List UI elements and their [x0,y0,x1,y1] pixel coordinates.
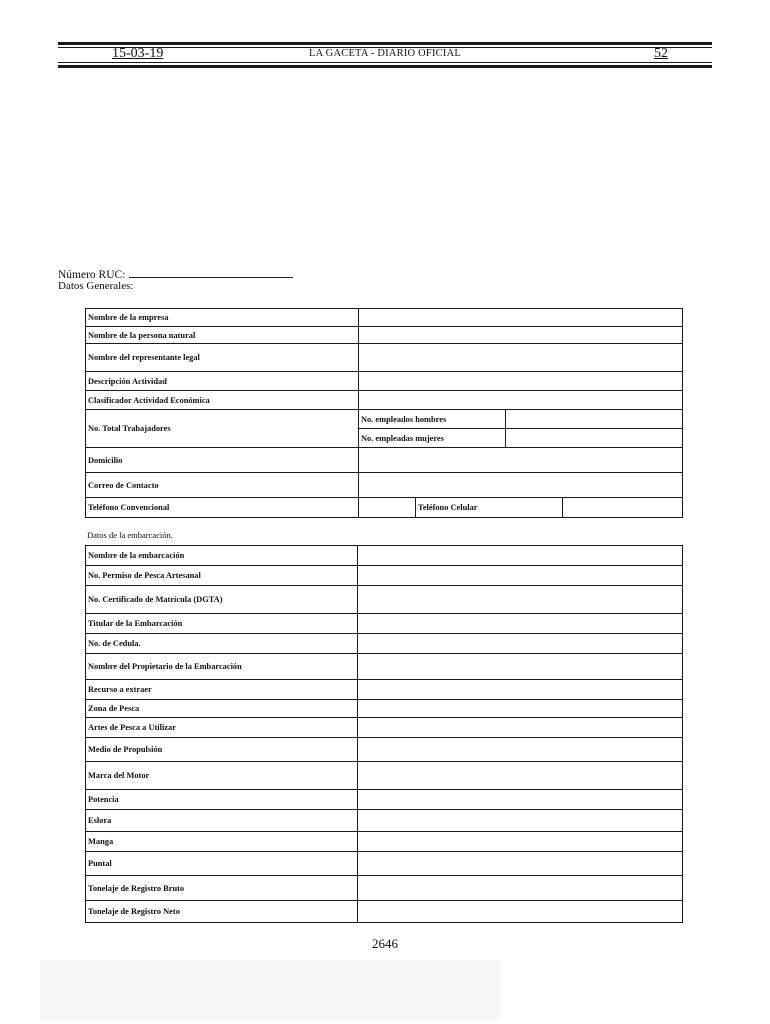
page-footer-number: 2646 [372,936,398,951]
vessel-field-label: No. de Cedula. [86,634,358,654]
vessel-field-value [358,654,683,680]
vessel-field-value [358,810,683,832]
form-row [86,654,683,680]
classifier-label: Clasificador Actividad Económica [86,391,359,410]
form-row [86,852,683,876]
email-value [359,473,683,498]
legal-rep-label: Nombre del representante legal [86,344,359,372]
female-employees-label: No. empleadas mujeres [359,429,506,448]
vessel-field-value [358,762,683,790]
activity-label: Descripción Actividad [86,372,359,391]
natural-person-value [359,327,683,344]
vessel-data-heading: Datos de la embarcación. [87,530,173,540]
vessel-field-value [358,614,683,634]
header-page-number: 52 [654,46,668,61]
female-employees-value [506,429,683,448]
form-row [86,586,683,614]
ruc-blank-line [129,267,293,278]
vessel-field-label: No. Permiso de Pesca Artesanal [86,566,358,586]
form-row [86,810,683,832]
vessel-field-label: Titular de la Embarcación [86,614,358,634]
vessel-field-value [358,700,683,718]
form-row [86,614,683,634]
scan-smudge [40,960,500,1020]
vessel-data-table [85,545,683,923]
form-row [86,473,683,498]
form-row [86,448,683,473]
form-row [86,546,683,566]
form-row [86,718,683,738]
mobile-value [563,498,683,518]
form-row [86,634,683,654]
form-row [86,876,683,901]
vessel-field-value [358,634,683,654]
form-row [86,327,683,344]
form-row [86,901,683,923]
activity-value [359,372,683,391]
form-row [86,566,683,586]
form-row [86,680,683,700]
vessel-field-label: Medio de Propulsión [86,738,358,762]
landline-value [359,498,416,518]
vessel-field-value [358,738,683,762]
vessel-field-value [358,546,683,566]
landline-label: Teléfono Convencional [86,498,359,518]
vessel-field-value [358,718,683,738]
classifier-value [359,391,683,410]
form-row [86,700,683,718]
form-row [86,762,683,790]
form-row [86,790,683,810]
header-publication-title: LA GACETA - DIARIO OFICIAL [309,48,461,59]
company-name-label: Nombre de la empresa [86,309,359,327]
form-row [86,372,683,391]
vessel-field-label: Nombre del Propietario de la Embarcación [86,654,358,680]
form-row [86,738,683,762]
vessel-field-label: Nombre de la embarcación [86,546,358,566]
header-bottom-rule [58,65,712,68]
male-employees-label: No. empleados hombres [359,410,506,429]
email-label: Correo de Contacto [86,473,359,498]
form-row [86,309,683,327]
form-row [86,391,683,410]
vessel-field-value [358,680,683,700]
legal-rep-value [359,344,683,372]
vessel-field-value [358,832,683,852]
form-row [86,410,683,429]
mobile-label: Teléfono Celular [416,498,563,518]
male-employees-value [506,410,683,429]
header-top-rule [58,42,712,45]
vessel-field-label: Potencia [86,790,358,810]
company-name-value [359,309,683,327]
vessel-field-label: Eslora [86,810,358,832]
header-date: 15-03-19 [112,46,164,61]
vessel-field-value [358,852,683,876]
vessel-field-label: Tonelaje de Registro Neto [86,901,358,923]
form-row [86,498,683,518]
vessel-field-label: Marca del Motor [86,762,358,790]
total-workers-label: No. Total Trabajadores [86,410,359,448]
general-data-table [85,308,683,518]
vessel-field-value [358,586,683,614]
vessel-field-label: Tonelaje de Registro Bruto [86,876,358,901]
vessel-field-value [358,790,683,810]
vessel-field-label: No. Certificado de Matrícula (DGTA) [86,586,358,614]
vessel-field-label: Artes de Pesca a Utilizar [86,718,358,738]
address-value [359,448,683,473]
form-row [86,344,683,372]
vessel-field-value [358,566,683,586]
ruc-field [58,267,293,281]
vessel-field-value [358,901,683,923]
vessel-field-label: Zona de Pesca [86,700,358,718]
natural-person-label: Nombre de la persona natural [86,327,359,344]
general-data-heading: Datos Generales: [58,280,134,292]
header-bottom-thin-rule [58,62,712,63]
vessel-field-label: Recurso a extraer [86,680,358,700]
ruc-label: Número RUC: [58,269,126,281]
form-row [86,832,683,852]
vessel-field-label: Manga [86,832,358,852]
vessel-field-label: Puntal [86,852,358,876]
address-label: Domicilio [86,448,359,473]
vessel-field-value [358,876,683,901]
